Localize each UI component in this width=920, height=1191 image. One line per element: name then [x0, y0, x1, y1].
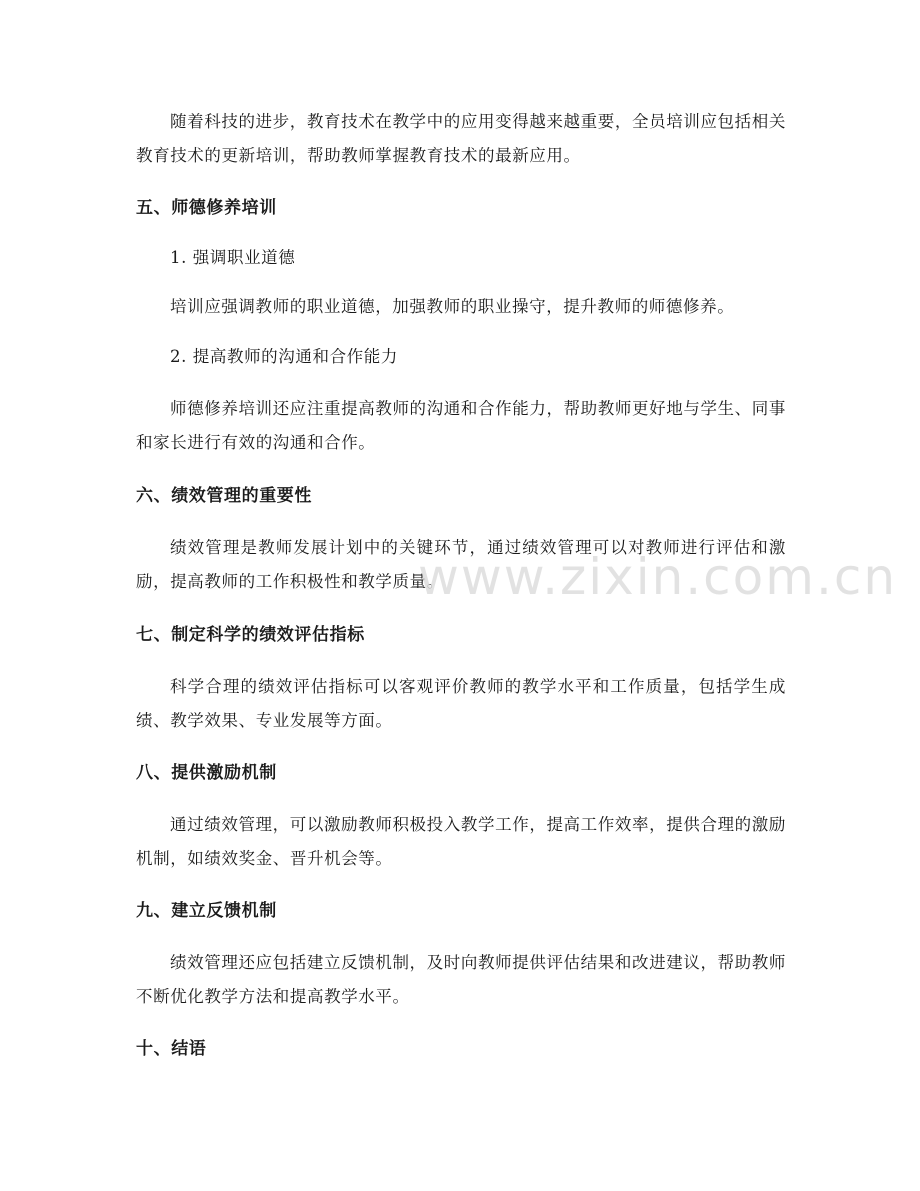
- section-heading-8: 八、提供激励机制: [136, 763, 277, 783]
- paragraph-7: 科学合理的绩效评估指标可以客观评价教师的教学水平和工作质量，包括学生成绩、教学效果、专业发展等方面。: [136, 677, 786, 730]
- paragraph-intro: 随着科技的进步，教育技术在教学中的应用变得越来越重要，全员培训应包括相关教育技术的更新培训，帮助教师掌握教育技术的最新应用。: [136, 112, 786, 165]
- section-heading-5: 五、师德修养培训: [136, 198, 277, 218]
- watermark-text: www.zixin.com.cn: [418, 548, 898, 606]
- section-heading-7: 七、制定科学的绩效评估指标: [136, 625, 365, 645]
- list-item-5-1: 1. 强调职业道德: [170, 248, 296, 267]
- paragraph-9: 绩效管理还应包括建立反馈机制，及时向教师提供评估结果和改进建议，帮助教师不断优化教学方法和提高教学水平。: [136, 953, 786, 1006]
- list-item-5-2: 2. 提高教师的沟通和合作能力: [170, 347, 398, 366]
- section-heading-6: 六、绩效管理的重要性: [136, 486, 312, 506]
- paragraph-6: 绩效管理是教师发展计划中的关键环节，通过绩效管理可以对教师进行评估和激励，提高教师的工作积极性和教学质量。: [136, 538, 786, 591]
- section-heading-9: 九、建立反馈机制: [136, 901, 277, 921]
- section-heading-10: 十、结语: [136, 1039, 207, 1059]
- paragraph-8: 通过绩效管理，可以激励教师积极投入教学工作，提高工作效率，提供合理的激励机制，如绩效奖金、晋升机会等。: [136, 815, 786, 868]
- paragraph-5-2: 师德修养培训还应注重提高教师的沟通和合作能力，帮助教师更好地与学生、同事和家长进行有效的沟通和合作。: [136, 399, 786, 452]
- paragraph-5-1: 培训应强调教师的职业道德，加强教师的职业操守，提升教师的师德修养。: [170, 297, 735, 316]
